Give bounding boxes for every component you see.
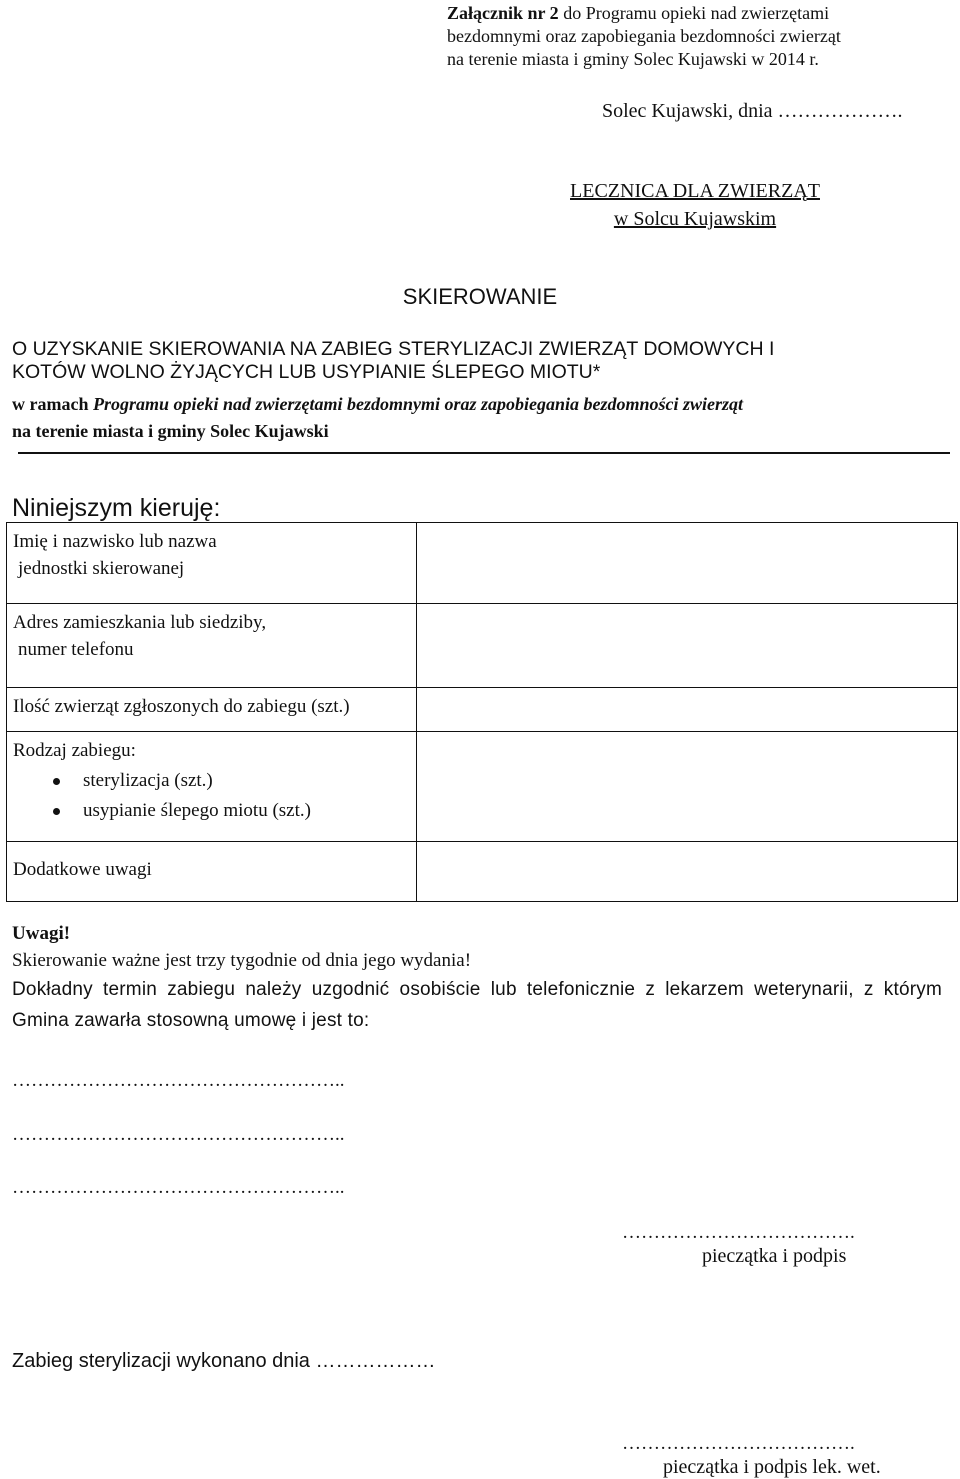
program-name: Programu opieki nad zwierzętami bezdomnymi oraz zapobiegania bezdomności zwierząt	[92, 394, 744, 414]
warning-block	[12, 920, 471, 974]
program-prefix: w ramach	[12, 394, 93, 414]
quantity-field[interactable]	[417, 688, 958, 732]
appointment-instructions: Dokładny termin zabiegu należy uzgodnić osobiście lub telefonicznie z lekarzem weterynarii, z którym Gmina zawarła stosowną umowę i jest to:	[12, 979, 942, 1031]
warning-title	[12, 920, 471, 947]
warning-title-text: Uwagi!	[12, 923, 71, 944]
vet-blank-line-2[interactable]: ……………………………………………..	[12, 1124, 345, 1145]
referral-form	[6, 522, 958, 902]
quantity-label	[7, 688, 417, 732]
procedure-label	[7, 732, 417, 842]
notes-field[interactable]	[417, 842, 958, 902]
stamp-signature-line[interactable]: ……………………………….	[622, 1222, 855, 1243]
address-label-line-1: Adres zamieszkania lub siedziby,	[13, 612, 267, 633]
procedure-option-euthanasia: usypianie ślepego miotu (szt.)	[13, 796, 410, 826]
name-field[interactable]	[417, 523, 958, 604]
annex-line-3: na terenie miasta i gminy Solec Kujawski w 2014 r.	[447, 49, 819, 69]
vet-signature-line[interactable]: ……………………………….	[622, 1433, 855, 1454]
vet-blank-line-1[interactable]: ……………………………………………..	[12, 1070, 345, 1091]
address-label-line-2: numer telefonu	[18, 639, 134, 660]
form-row-procedure	[7, 732, 958, 842]
program-reference	[12, 391, 743, 445]
procedure-field[interactable]	[417, 732, 958, 842]
subtitle-line-1: O UZYSKANIE SKIEROWANIA NA ZABIEG STERYLIZACJI ZWIERZĄT DOMOWYCH I	[12, 338, 775, 360]
annex-line-1	[447, 2, 841, 25]
clinic-line-2: w Solcu Kujawskim	[613, 208, 777, 230]
clinic-line-1: LECZNICA DLA ZWIERZĄT	[570, 180, 820, 202]
procedure-options	[13, 766, 410, 826]
procedure-label-text: Rodzaj zabiegu:	[13, 740, 136, 761]
notes-label-text: Dodatkowe uwagi	[13, 859, 152, 880]
form-row-name	[7, 523, 958, 604]
name-label-line-1: Imię i nazwisko lub nazwa	[13, 531, 217, 552]
program-line-1	[12, 391, 743, 418]
annex-line-2: bezdomnymi oraz zapobiegania bezdomności zwierząt	[447, 26, 841, 46]
name-label	[7, 523, 417, 604]
quantity-label-text: Ilość zwierząt zgłoszonych do zabiegu (szt.)	[13, 696, 350, 717]
form-row-address	[7, 604, 958, 688]
annex-header	[447, 2, 841, 71]
section-divider	[18, 452, 950, 454]
document-subtitle	[12, 338, 774, 384]
annex-line-1-rest: do Programu opieki nad zwierzętami	[558, 3, 830, 23]
program-line-2: na terenie miasta i gminy Solec Kujawski	[12, 421, 329, 441]
form-row-notes	[7, 842, 958, 902]
vet-signature-label: pieczątka i podpis lek. wet.	[663, 1456, 881, 1478]
warning-validity: Skierowanie ważne jest trzy tygodnie od dnia jego wydania!	[12, 950, 472, 971]
name-label-line-2: jednostki skierowanej	[18, 558, 185, 579]
document-title: SKIEROWANIE	[402, 284, 558, 309]
refer-heading: Niniejszym kieruję:	[12, 494, 221, 522]
annex-number: Załącznik nr 2	[447, 3, 559, 23]
subtitle-line-2: KOTÓW WOLNO ŻYJĄCYCH LUB USYPIANIE ŚLEPEGO MIOTU*	[12, 361, 601, 383]
form-row-quantity	[7, 688, 958, 732]
address-label	[7, 604, 417, 688]
date-line: Solec Kujawski, dnia ……………….	[602, 100, 903, 122]
notes-label	[7, 842, 417, 902]
stamp-signature-label: pieczątka i podpis	[702, 1245, 847, 1267]
clinic-name	[510, 177, 880, 233]
address-field[interactable]	[417, 604, 958, 688]
sterilization-done-line[interactable]: Zabieg sterylizacji wykonano dnia ………………	[12, 1350, 436, 1372]
vet-blank-line-3[interactable]: ……………………………………………..	[12, 1177, 345, 1198]
procedure-option-sterilization: sterylizacja (szt.)	[13, 766, 410, 796]
